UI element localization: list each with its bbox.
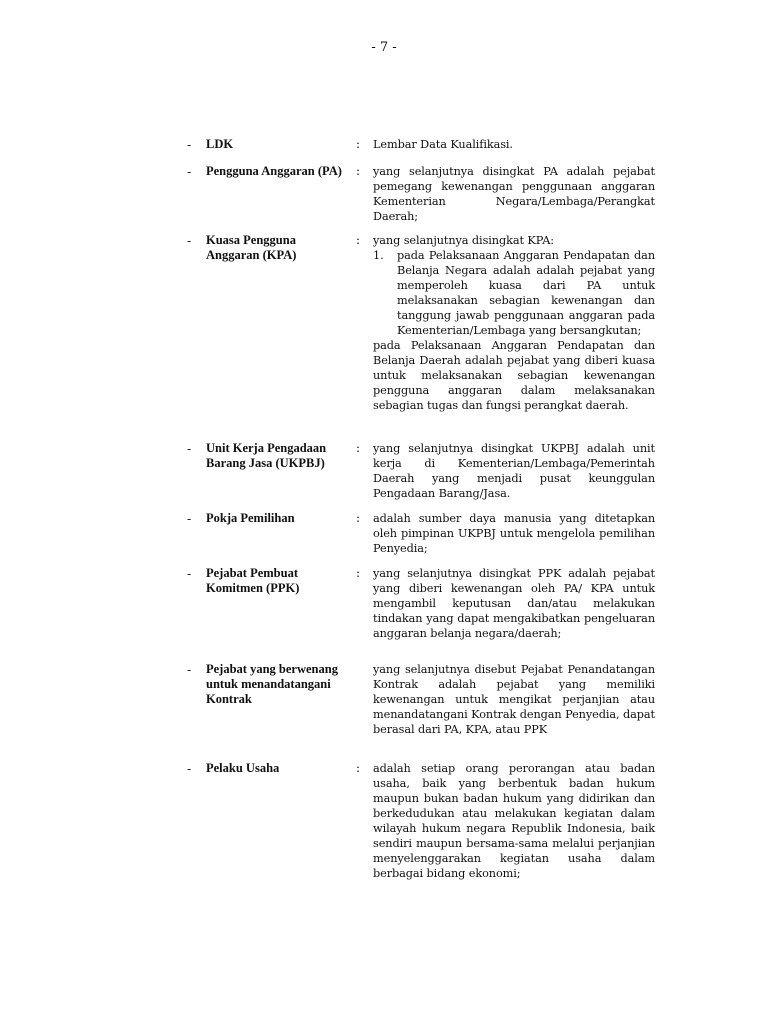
entry-colon: : bbox=[356, 137, 361, 151]
term-kpa: Kuasa Pengguna Anggaran (KPA) bbox=[206, 233, 297, 262]
entry-dash: - bbox=[187, 137, 192, 152]
kpa-list-item-1 bbox=[373, 248, 655, 338]
definition-pelaku-usaha: adalah setiap orang perorangan atau badan usaha, baik yang berbentuk badan hukum maupun bukan badan hukum yang didirikan dan berkedudukan atau melakukan kegiatan dalam wilayah hukum negara Republik Indonesia, baik sendiri maupun bersama-sama melalui perjanjian menyelenggarakan kegiatan usaha dalam berbagai bidang ekonomi; bbox=[373, 762, 655, 880]
entry-dash: - bbox=[187, 164, 192, 179]
term-pelaku-usaha: Pelaku Usaha bbox=[206, 761, 280, 775]
kpa-paragraph-2: pada Pelaksanaan Anggaran Pendapatan dan Belanja Daerah adalah pejabat yang diberi kuasa untuk melaksanakan sebagian kewenangan pengguna anggaran dalam melaksanakan sebagian tugas dan fungsi perangkat daerah. bbox=[373, 339, 655, 412]
entry-colon: : bbox=[356, 441, 361, 455]
term-penandatangan-kontrak: Pejabat yang berwenang untuk menandatangani Kontrak bbox=[206, 662, 338, 706]
kpa-intro: yang selanjutnya disingkat KPA: bbox=[373, 234, 554, 247]
list-item-text: pada Pelaksanaan Anggaran Pendapatan dan Belanja Negara adalah adalah pejabat yang memperoleh kuasa dari PA untuk melaksanakan sebagian kewenangan dan tanggung jawab penggunaan anggaran pada Kementerian/Lembaga yang bersangkutan; bbox=[397, 249, 655, 337]
term-pokja: Pokja Pemilihan bbox=[206, 511, 295, 525]
term-pa: Pengguna Anggaran (PA) bbox=[206, 164, 342, 178]
term-ukpbj: Unit Kerja Pengadaan Barang Jasa (UKPBJ) bbox=[206, 441, 327, 470]
entry-dash: - bbox=[187, 233, 192, 248]
entry-colon: : bbox=[356, 761, 361, 775]
entry-colon: : bbox=[356, 566, 361, 580]
definition-ppk: yang selanjutnya disingkat PPK adalah pejabat yang diberi kewenangan oleh PA/ KPA untuk mengambil keputusan dan/atau melakukan tindakan yang dapat mengakibatkan pengeluaran anggaran belanja negara/daerah; bbox=[373, 567, 655, 640]
list-number: 1. bbox=[373, 249, 384, 262]
entry-dash: - bbox=[187, 566, 192, 581]
entry-colon: : bbox=[356, 511, 361, 525]
term-ppk: Pejabat Pembuat Komitmen (PPK) bbox=[206, 566, 300, 595]
entry-dash: - bbox=[187, 761, 192, 776]
definition-ldk: Lembar Data Kualifikasi. bbox=[373, 138, 513, 151]
term-ldk: LDK bbox=[206, 137, 234, 151]
entry-dash: - bbox=[187, 662, 192, 677]
entry-colon: : bbox=[356, 164, 361, 178]
definition-ukpbj: yang selanjutnya disingkat UKPBJ adalah unit kerja di Kementerian/Lembaga/Pemerintah Daerah yang menjadi pusat keunggulan Pengadaan Barang/Jasa. bbox=[373, 442, 655, 500]
page-number: - 7 - bbox=[371, 40, 397, 55]
entry-colon: : bbox=[356, 233, 361, 247]
definition-penandatangan-kontrak: yang selanjutnya disebut Pejabat Penandatangan Kontrak adalah pejabat yang memiliki kewenangan untuk mengikat perjanjian atau menandatangani Kontrak dengan Penyedia, dapat berasal dari PA, KPA, atau PPK bbox=[373, 663, 655, 736]
definition-pokja: adalah sumber daya manusia yang ditetapkan oleh pimpinan UKPBJ untuk mengelola pemilihan Penyedia; bbox=[373, 512, 655, 555]
definition-kpa bbox=[373, 233, 655, 413]
entry-dash: - bbox=[187, 511, 192, 526]
definition-pa: yang selanjutnya disingkat PA adalah pejabat pemegang kewenangan penggunaan anggaran Kementerian Negara/Lembaga/Perangkat Daerah; bbox=[373, 165, 655, 223]
entry-dash: - bbox=[187, 441, 192, 456]
